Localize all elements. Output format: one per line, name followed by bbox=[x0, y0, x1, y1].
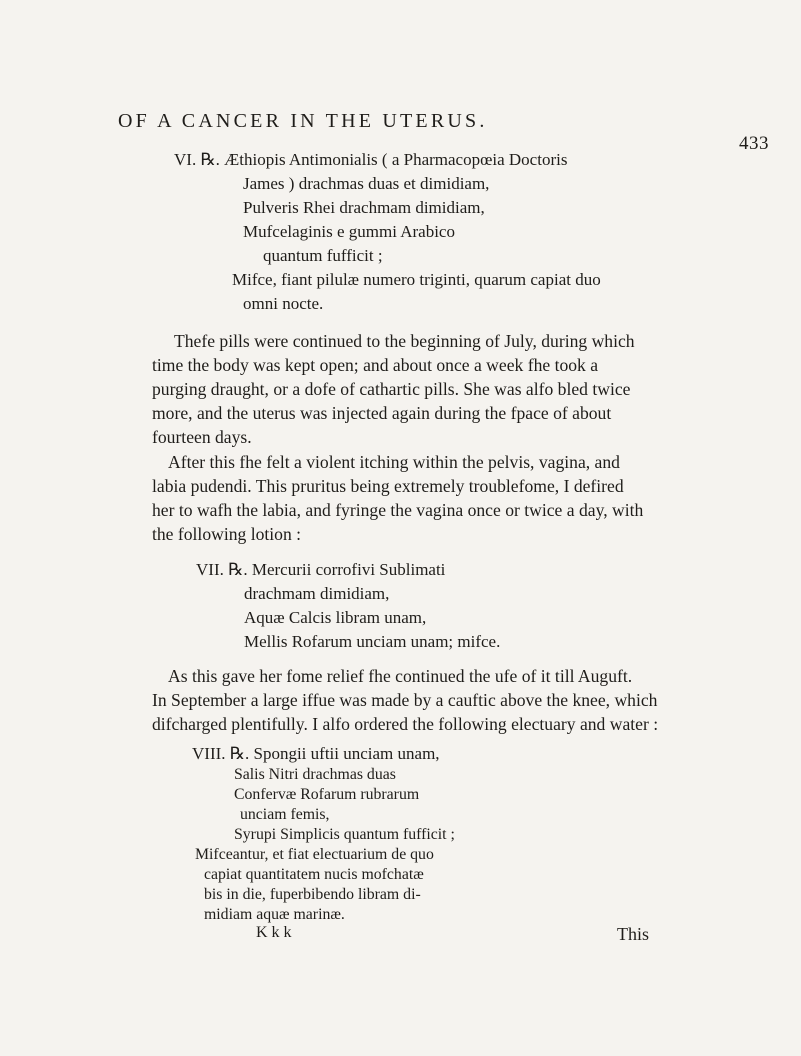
prescription-viii-line: Salis Nitri drachmas duas bbox=[234, 766, 396, 783]
paragraph-line: As this gave her fome relief fhe continued the ufe of it till Auguft. bbox=[168, 666, 633, 686]
paragraph-line: her to wafh the labia, and fyringe the vagina once or twice a day, with bbox=[152, 500, 644, 520]
prescription-viii-line: unciam femis, bbox=[240, 806, 330, 823]
paragraph-line: purging draught, or a dofe of cathartic pills. She was alfo bled twice bbox=[152, 379, 631, 399]
prescription-viii-line: Syrupi Simplicis quantum fufficit ; bbox=[234, 826, 455, 843]
signature-mark: K k k bbox=[256, 924, 292, 941]
running-title: OF A CANCER IN THE UTERUS. bbox=[118, 110, 488, 132]
paragraph-line: fourteen days. bbox=[152, 427, 252, 447]
paragraph-line: After this fhe felt a violent itching within the pelvis, vagina, and bbox=[168, 452, 620, 472]
paragraph-line: more, and the uterus was injected again during the fpace of about bbox=[152, 403, 612, 423]
prescription-vi-line: VI. ℞. Æthiopis Antimonialis ( a Pharmacopœia Doctoris bbox=[174, 150, 568, 169]
prescription-viii-line: midiam aquæ marinæ. bbox=[204, 906, 345, 923]
prescription-viii-line: capiat quantitatem nucis mofchatæ bbox=[204, 866, 424, 883]
prescription-vii-line: VII. ℞. Mercurii corrofivi Sublimati bbox=[196, 560, 446, 579]
prescription-vi-line: omni nocte. bbox=[243, 294, 324, 313]
prescription-vi-line: quantum fufficit ; bbox=[263, 246, 383, 265]
prescription-vii-line: Mellis Rofarum unciam unam; mifce. bbox=[244, 632, 501, 651]
prescription-vi-line: Pulveris Rhei drachmam dimidiam, bbox=[243, 198, 485, 217]
paragraph-line: the following lotion : bbox=[152, 524, 302, 544]
prescription-vi-line: Mufcelaginis e gummi Arabico bbox=[243, 222, 455, 241]
prescription-vi-line: Mifce, fiant pilulæ numero triginti, quarum capiat duo bbox=[232, 270, 601, 289]
prescription-vii-line: drachmam dimidiam, bbox=[244, 584, 390, 603]
prescription-vii-line: Aquæ Calcis libram unam, bbox=[244, 608, 427, 627]
prescription-vi-line: James ) drachmas duas et dimidiam, bbox=[243, 174, 490, 193]
prescription-viii-line: Mifceantur, et fiat electuarium de quo bbox=[195, 846, 434, 863]
page-number: 433 bbox=[739, 133, 769, 154]
catchword: This bbox=[617, 924, 650, 944]
prescription-viii-line: Confervæ Rofarum rubrarum bbox=[234, 786, 420, 803]
paragraph-line: difcharged plentifully. I alfo ordered the following electuary and water : bbox=[152, 714, 659, 734]
paragraph-line: time the body was kept open; and about once a week fhe took a bbox=[152, 355, 599, 375]
prescription-viii-line: bis in die, fuperbibendo libram di- bbox=[204, 886, 421, 903]
paragraph-line: Thefe pills were continued to the beginning of July, during which bbox=[174, 331, 635, 351]
prescription-viii-line: VIII. ℞. Spongii uftii unciam unam, bbox=[192, 744, 440, 763]
paragraph-line: In September a large iffue was made by a cauftic above the knee, which bbox=[152, 690, 658, 710]
paragraph-line: labia pudendi. This pruritus being extremely troublefome, I defired bbox=[152, 476, 624, 496]
